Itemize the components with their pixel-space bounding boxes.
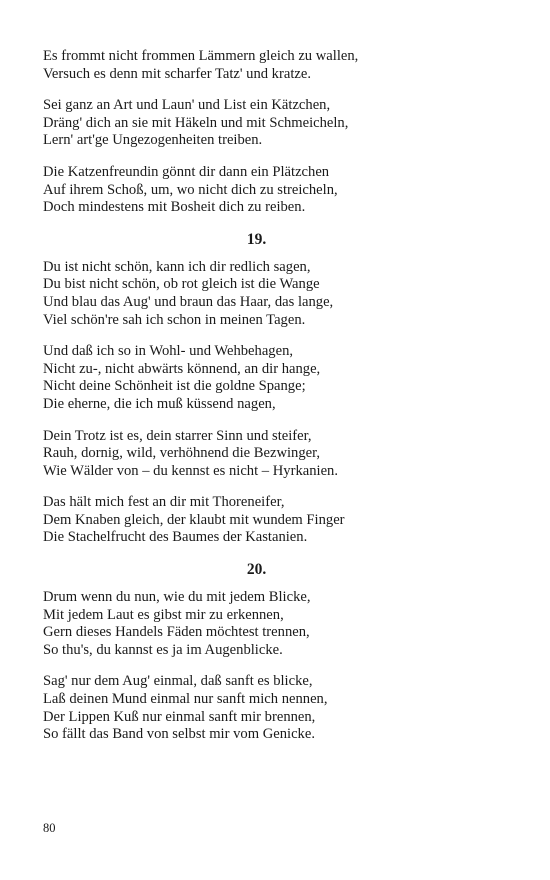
- verse-line: Rauh, dornig, wild, verhöhnend die Bezwinger,: [43, 445, 321, 462]
- verse-line: Laß deinen Mund einmal nur sanft mich nennen,: [43, 691, 328, 708]
- verse-line: Dem Knaben gleich, der klaubt mit wundem Finger: [43, 511, 345, 528]
- stanza: [43, 343, 513, 413]
- verse-line: Und daß ich so in Wohl- und Wehbehagen,: [43, 343, 294, 360]
- poem-number: 20.: [246, 561, 267, 579]
- verse-line: Doch mindestens mit Bosheit dich zu reiben.: [43, 199, 306, 216]
- verse-line: So fällt das Band von selbst mir vom Genicke.: [43, 726, 315, 743]
- verse-line: Das hält mich fest an dir mit Thoreneifer,: [43, 494, 285, 511]
- stanza: [43, 48, 513, 83]
- page-text: [43, 48, 513, 758]
- verse-line: Sei ganz an Art und Laun' und List ein Kätzchen,: [43, 97, 331, 114]
- verse-line: Mit jedem Laut es gibst mir zu erkennen,: [43, 606, 284, 623]
- verse-line: Viel schön're sah ich schon in meinen Tagen.: [43, 311, 306, 328]
- verse-line: Drum wenn du nun, wie du mit jedem Blicke,: [43, 589, 311, 606]
- verse-line: So thu's, du kannst es ja im Augenblicke.: [43, 641, 283, 658]
- verse-line: Du bist nicht schön, ob rot gleich ist die Wange: [43, 276, 320, 293]
- poem-number: 19.: [246, 230, 267, 248]
- verse-line: Wie Wälder von – du kennst es nicht – Hyrkanien.: [43, 462, 338, 479]
- verse-line: Und blau das Aug' und braun das Haar, das lange,: [43, 293, 334, 310]
- verse-line: Die Stachelfrucht des Baumes der Kastanien.: [43, 529, 308, 546]
- page-number: 80: [43, 821, 56, 835]
- verse-line: Die eherne, die ich muß küssend nagen,: [43, 395, 276, 412]
- stanza: [43, 97, 513, 150]
- verse-line: Es frommt nicht frommen Lämmern gleich zu wallen,: [43, 48, 359, 64]
- verse-line: Versuch es denn mit scharfer Tatz' und kratze.: [43, 65, 311, 82]
- verse-line: Der Lippen Kuß nur einmal sanft mir brennen,: [43, 708, 316, 725]
- verse-line: Lern' art'ge Ungezogenheiten treiben.: [43, 132, 263, 149]
- stanza: [43, 164, 513, 217]
- verse-line: Sag' nur dem Aug' einmal, daß sanft es blicke,: [43, 673, 313, 690]
- verse-line: Nicht zu-, nicht abwärts könnend, an dir hange,: [43, 360, 321, 377]
- verse-line: Die Katzenfreundin gönnt dir dann ein Plätzchen: [43, 163, 330, 180]
- verse-line: Auf ihrem Schoß, um, wo nicht dich zu streicheln,: [43, 181, 338, 198]
- verse-line: Dein Trotz ist es, dein starrer Sinn und steifer,: [43, 427, 312, 444]
- stanza: [43, 494, 513, 547]
- stanza: [43, 259, 513, 329]
- stanza: [43, 673, 513, 743]
- verse-line: Gern dieses Handels Fäden möchtest trennen,: [43, 624, 310, 641]
- verse-line: Nicht deine Schönheit ist die goldne Spange;: [43, 378, 306, 395]
- stanza: [43, 428, 513, 481]
- verse-line: Du ist nicht schön, kann ich dir redlich sagen,: [43, 258, 311, 275]
- stanza: [43, 589, 513, 659]
- verse-line: Dräng' dich an sie mit Häkeln und mit Schmeicheln,: [43, 114, 349, 131]
